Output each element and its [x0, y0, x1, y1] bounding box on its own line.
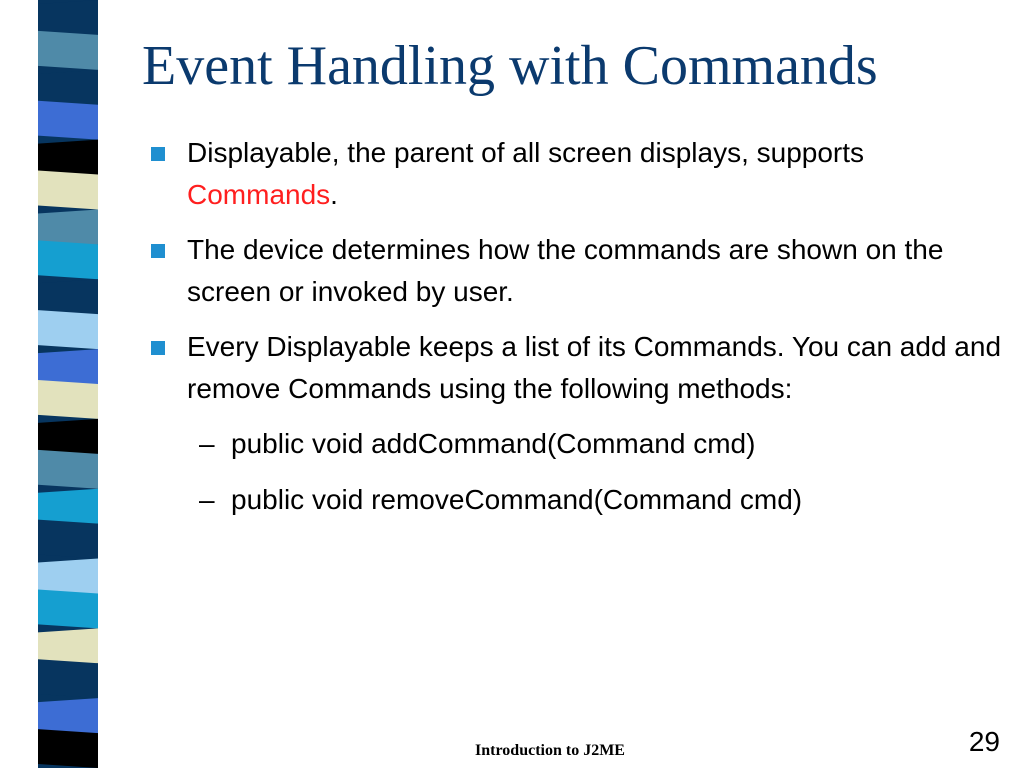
stripe-band [38, 729, 98, 768]
bullet-item [147, 229, 1007, 313]
bullet-text: Every Displayable keeps a list of its Commands. You can add and remove Commands using the following methods: [187, 331, 1002, 404]
sub-bullet-text: public void removeCommand(Command cmd) [231, 484, 803, 515]
stripe-band [38, 450, 98, 489]
bullet-item [147, 326, 1007, 410]
stripe-band [38, 310, 98, 349]
square-bullet-icon [151, 341, 165, 355]
stripe-band [38, 380, 98, 419]
dash-bullet-icon: – [199, 428, 215, 459]
bullet-text: Displayable, the parent of all screen displays, supports [187, 137, 865, 168]
stripe-band [38, 101, 98, 140]
stripe-band [38, 589, 98, 628]
stripe-band [38, 171, 98, 210]
slide-footer: Introduction to J2ME [475, 742, 625, 759]
decorative-stripe [0, 0, 124, 768]
highlighted-term: Commands [187, 179, 331, 210]
slide-title: Event Handling with Commands [142, 35, 878, 97]
stripe-band [38, 659, 98, 698]
bullet-item [147, 132, 1007, 216]
bullet-text-end: . [330, 179, 338, 210]
bullet-text: The device determines how the commands are shown on the screen or invoked by user. [187, 234, 944, 307]
sub-bullet-item [147, 423, 1007, 465]
page-number: 29 [968, 726, 1000, 757]
sub-bullet-item [147, 479, 1007, 521]
dash-bullet-icon: – [199, 484, 215, 515]
sub-bullet-text: public void addCommand(Command cmd) [231, 428, 756, 459]
stripe-band [38, 240, 98, 279]
bullet-list [147, 132, 1007, 535]
square-bullet-icon [151, 244, 165, 258]
stripe-band [38, 520, 98, 559]
stripe-band [38, 31, 98, 70]
square-bullet-icon [151, 147, 165, 161]
